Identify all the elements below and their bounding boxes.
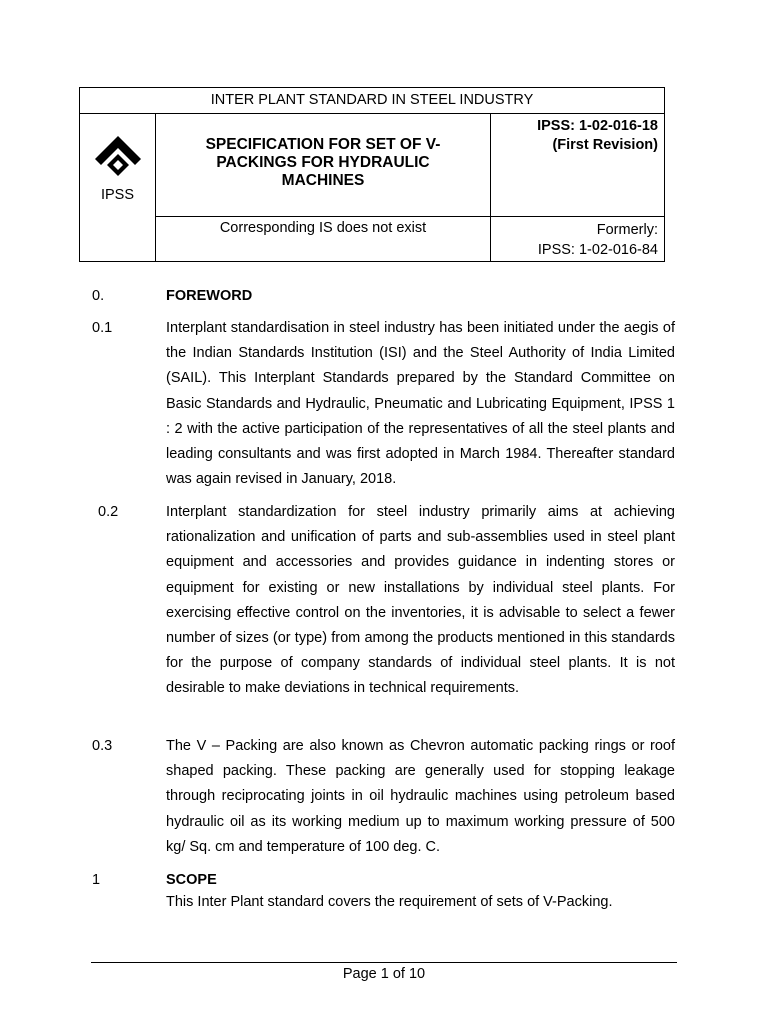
logo-label: IPSS bbox=[100, 187, 135, 203]
ipss-logo-icon bbox=[93, 134, 143, 178]
foreword-number: 0. bbox=[92, 288, 105, 304]
page-number: Page 1 of 10 bbox=[342, 966, 426, 982]
scope-number: 1 bbox=[92, 872, 101, 888]
formerly-code: IPSS: 1-02-016-84 bbox=[537, 242, 658, 258]
paragraph-text: Interplant standardisation in steel industry has been initiated under the aegis of the Indian Standards Institution (ISI) and the Steel Authority of India Limited (SAIL). This Interplant Standards prepared by the Standard Committee on Basic Standards and Hydraulic, Pneumatic and Lubricating Equipment, IPSS 1 : 2 with the active participation of the representatives of all the steel plants and leading consultants and was first adopted in March 1984. Thereafter standard was again revised in January, 2018. bbox=[166, 320, 675, 488]
code-cell bbox=[491, 114, 664, 217]
formerly-cell bbox=[491, 217, 664, 261]
title-cell bbox=[156, 114, 491, 217]
paragraph-number: 0.1 bbox=[92, 320, 113, 336]
corresponding-is: Corresponding IS does not exist bbox=[219, 220, 427, 236]
revision-label: (First Revision) bbox=[552, 137, 658, 153]
formerly-block bbox=[538, 220, 658, 260]
formerly-label: Formerly: bbox=[596, 222, 658, 238]
title-line-1: SPECIFICATION FOR SET OF V- bbox=[205, 136, 441, 153]
scope-heading: SCOPE bbox=[166, 872, 217, 888]
ipss-code: IPSS: 1-02-016-18 bbox=[537, 118, 658, 134]
document-title bbox=[156, 136, 490, 190]
footer-divider bbox=[91, 962, 677, 963]
paragraph-number: 0.2 bbox=[98, 504, 119, 520]
scope-text: This Inter Plant standard covers the requirement of sets of V-Packing. bbox=[166, 894, 613, 910]
foreword-heading: FOREWORD bbox=[166, 288, 253, 304]
standard-banner: INTER PLANT STANDARD IN STEEL INDUSTRY bbox=[80, 88, 664, 114]
paragraph-text: The V – Packing are also known as Chevron automatic packing rings or roof shaped packing. These packing are generally used for stopping leakage through reciprocating joints in oil hydraulic machines using petroleum based hydraulic oil as its working medium up to maximum working pressure of 500 kg/ Sq. cm and temperature of 100 deg. C. bbox=[166, 738, 675, 855]
title-line-3: MACHINES bbox=[281, 172, 365, 189]
header-table bbox=[79, 87, 665, 262]
title-line-2: PACKINGS FOR HYDRAULIC bbox=[216, 154, 430, 171]
paragraph-text: Interplant standardization for steel industry primarily aims at achieving rationalization and unification of parts and sub-assemblies used in steel plant equipment and accessories and provides guidance in indenting stores or equipment for existing or new installations by individual steel plants. For exercising effective control on the inventories, it is advisable to select a fewer number of sizes (or type) from among the products mentioned in this standards for the purpose of company standards of individual steel plants. It is not desirable to make deviations in technical requirements. bbox=[166, 504, 675, 697]
corresponding-is-cell bbox=[156, 217, 491, 261]
standard-code bbox=[537, 117, 658, 155]
logo-cell bbox=[80, 114, 156, 261]
paragraph-number: 0.3 bbox=[92, 738, 113, 754]
